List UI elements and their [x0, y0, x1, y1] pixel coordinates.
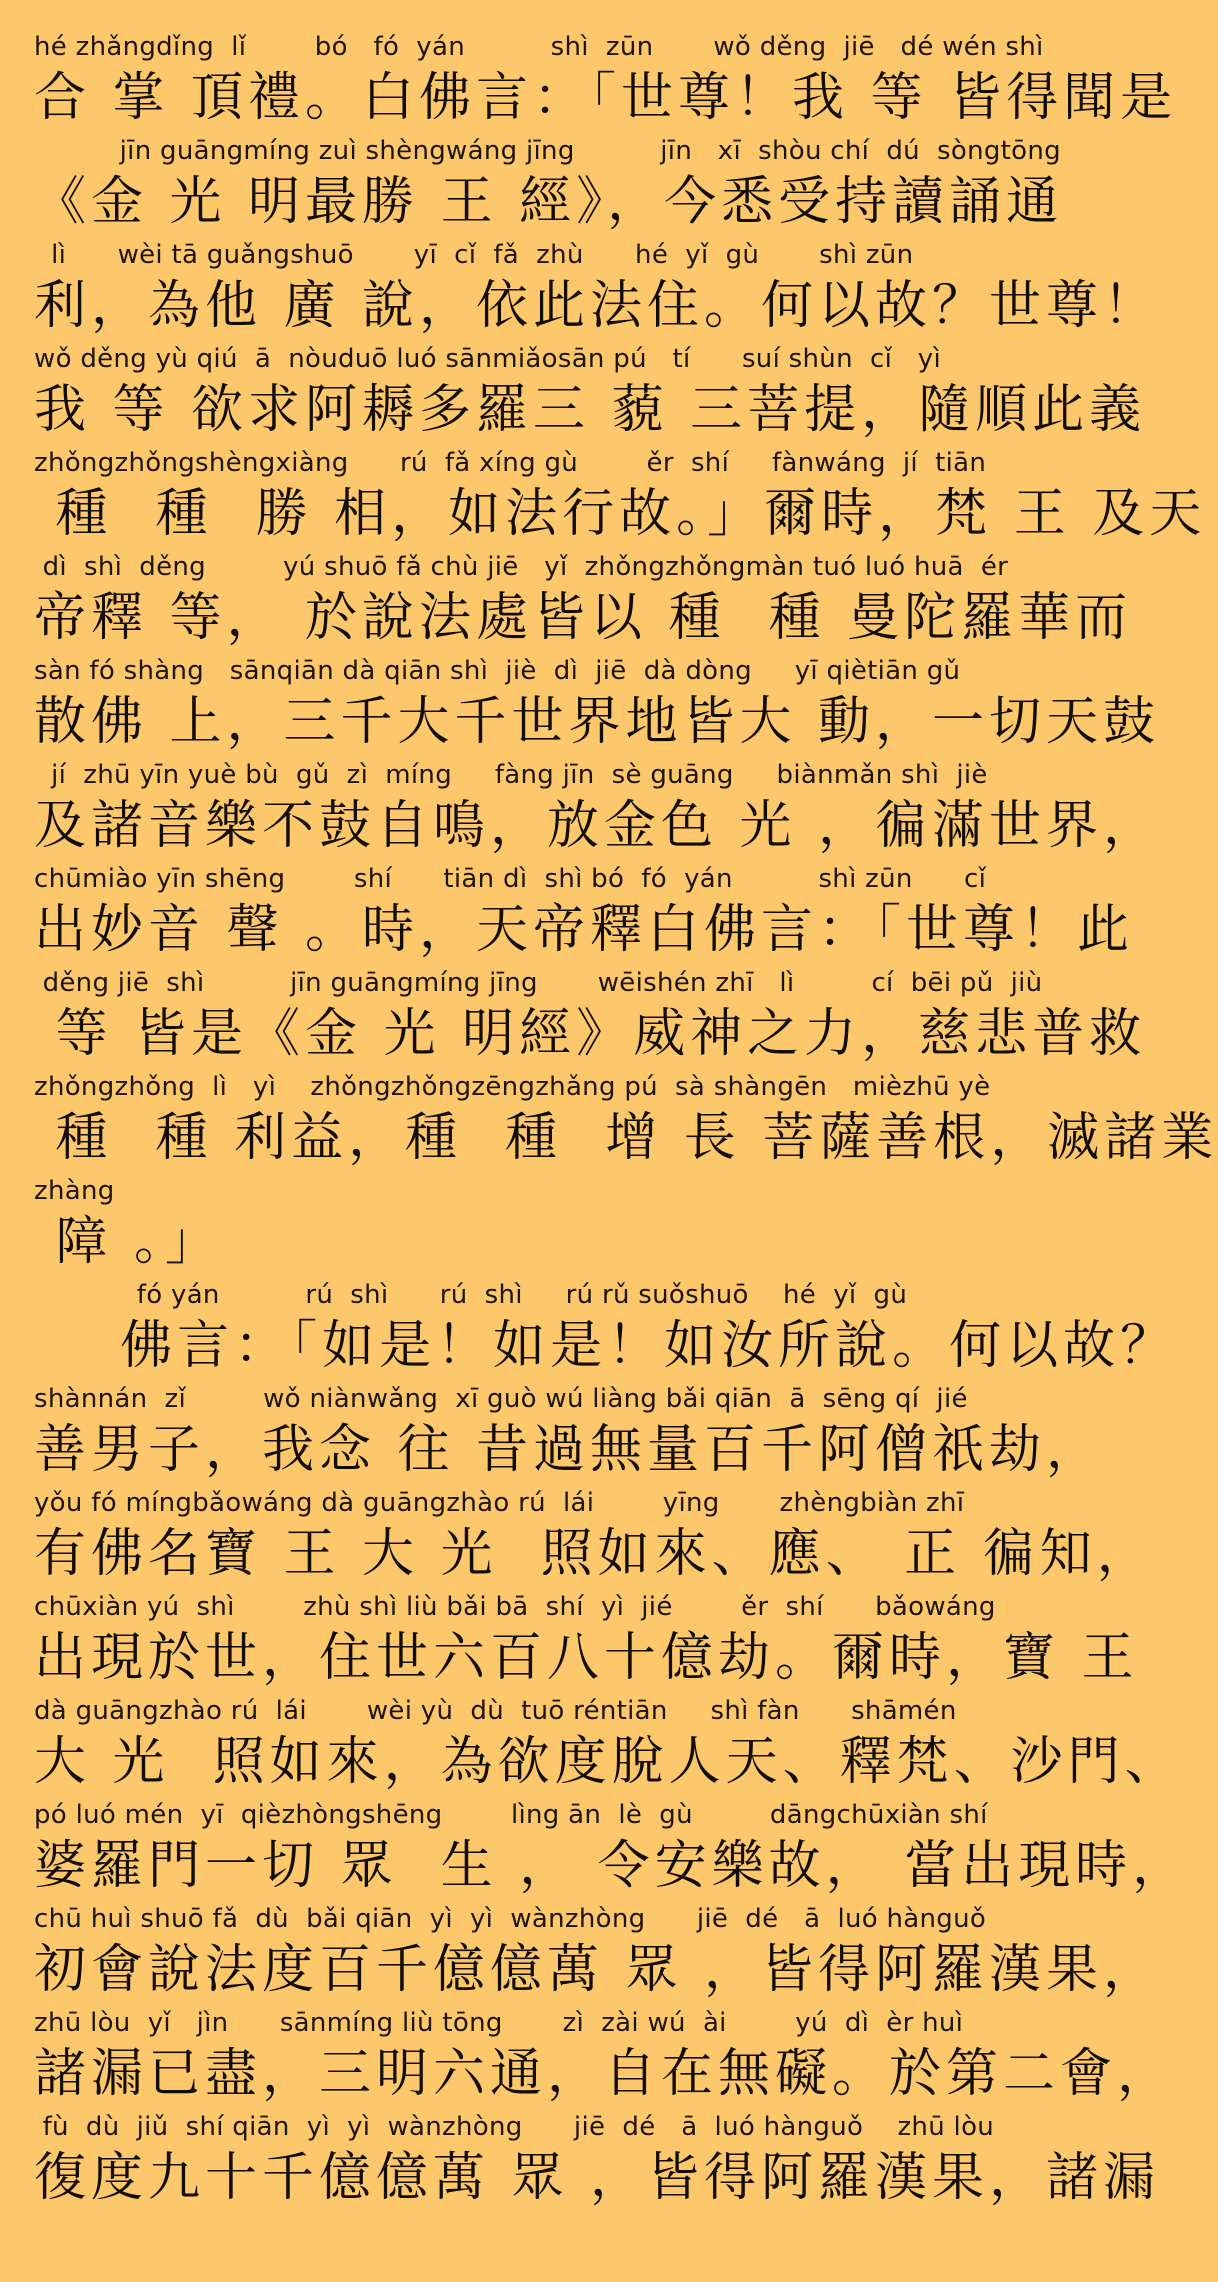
pinyin-annotation: shànnán zǐ wǒ niànwǎng xī guò wú liàng bǎi qiān ā sēng qí jié: [34, 1384, 968, 1414]
pinyin-annotation: zhǒngzhǒngshèngxiàng rú fǎ xíng gù ěr shí fànwáng jí tiān: [34, 448, 987, 478]
pinyin-annotation: zhàng: [34, 1176, 115, 1206]
pinyin-annotation: jí zhū yīn yuè bù gǔ zì míng fàng jīn sè guāng biànmǎn shì jiè: [34, 760, 988, 790]
pinyin-annotation: fó yán rú shì rú shì rú rǔ suǒshuō hé yǐ gù: [34, 1280, 908, 1310]
pinyin-annotation: pó luó mén yī qièzhòngshēng lìng ān lè gù dāngchūxiàn shí: [34, 1800, 988, 1830]
pinyin-annotation: chū huì shuō fǎ dù bǎi qiān yì yì wànzhòng jiē dé ā luó hànguǒ: [34, 1904, 987, 1934]
text-line-21: [34, 2108, 1161, 2212]
text-line-18: [34, 1796, 1190, 1900]
text-line-15: [34, 1484, 1154, 1588]
chinese-text: 《金 光 明最勝 王 經》，今悉受持讀誦通: [34, 172, 1064, 232]
text-line-14: [34, 1380, 1104, 1484]
pinyin-annotation: fù dù jiǔ shí qiān yì yì wànzhòng jiē dé ā luó hànguǒ zhū lòu: [34, 2112, 995, 2142]
pinyin-annotation: jīn guāngmíng zuì shèngwáng jīng jīn xī shòu chí dú sòngtōng: [34, 136, 1061, 166]
pinyin-annotation: hé zhǎngdǐng lǐ bó fó yán shì zūn wǒ děng jiē dé wén shì: [34, 32, 1044, 62]
text-line-4: [34, 340, 1147, 444]
chinese-text: 散佛 上，三千大千世界地皆大 動，一切天鼓: [34, 692, 1161, 752]
chinese-text: 種 種 勝 相，如法行故。」爾時，梵 王 及天: [34, 484, 1207, 544]
text-line-17: [34, 1692, 1182, 1796]
chinese-text: 障 。」: [34, 1212, 223, 1272]
text-line-20: [34, 2004, 1175, 2108]
text-line-5: [34, 444, 1207, 548]
chinese-text: 大 光 照如來，為欲度脫人天、釋梵、沙門、: [34, 1732, 1182, 1792]
pinyin-annotation: dì shì děng yú shuō fǎ chù jiē yǐ zhǒngzhǒngmàn tuó luó huā ér: [34, 552, 1009, 582]
pinyin-annotation: zhū lòu yǐ jìn sānmíng liù tōng zì zài wú ài yú dì èr huì: [34, 2008, 964, 2038]
chinese-text: 佛言：「如是！如是！如汝所說。何以故？: [34, 1316, 1178, 1376]
chinese-text: 帝釋 等， 於說法處皆以 種 種 曼陀羅華而: [34, 588, 1133, 648]
text-line-12: [34, 1172, 1046, 1276]
pinyin-annotation: wǒ děng yù qiú ā nòuduō luó sānmiǎosān pú tí suí shùn cǐ yì: [34, 344, 942, 374]
text-line-8: [34, 756, 1161, 860]
chinese-text: 利，為他 廣 說，依此法住。何以故？世尊！: [34, 276, 1161, 336]
chinese-text: 諸漏已盡，三明六通，自在無礙。於第二會，: [34, 2044, 1175, 2104]
pinyin-annotation: děng jiē shì jīn guāngmíng jīng wēishén zhī lì cí bēi pǔ jiù: [34, 968, 1043, 998]
text-line-7: [34, 652, 1161, 756]
text-line-6: [34, 548, 1133, 652]
text-line-13: [34, 1276, 1178, 1380]
chinese-text: 初會說法度百千億億萬 眾 ，皆得阿羅漢果，: [34, 1940, 1161, 2000]
text-line-1: [34, 28, 1178, 132]
text-line-2: [34, 132, 1064, 236]
pinyin-annotation: chūxiàn yú shì zhù shì liù bǎi bā shí yì jié ěr shí bǎowáng: [34, 1592, 996, 1622]
pinyin-annotation: sàn fó shàng sānqiān dà qiān shì jiè dì jiē dà dòng yī qiètiān gǔ: [34, 656, 961, 686]
text-line-19: [34, 1900, 1161, 2004]
chinese-text: 及諸音樂不鼓自鳴，放金色 光 ，徧滿世界，: [34, 796, 1161, 856]
pinyin-annotation: zhǒngzhǒng lì yì zhǒngzhǒngzēngzhǎng pú sà shàngēn mièzhū yè: [34, 1072, 991, 1102]
text-line-16: [34, 1588, 1139, 1692]
chinese-text: 合 掌 頂禮。白佛言：「世尊！我 等 皆得聞是: [34, 68, 1178, 128]
chinese-text: 復度九十千億億萬 眾 ，皆得阿羅漢果，諸漏: [34, 2148, 1161, 2208]
chinese-text: 婆羅門一切 眾 生 ， 令安樂故， 當出現時，: [34, 1836, 1190, 1896]
pinyin-annotation: chūmiào yīn shēng shí tiān dì shì bó fó yán shì zūn cǐ: [34, 864, 987, 894]
pinyin-annotation: lì wèi tā guǎngshuō yī cǐ fǎ zhù hé yǐ gù shì zūn: [34, 240, 914, 270]
text-line-11: [34, 1068, 1218, 1172]
chinese-text: 種 種 利益，種 種 增 長 菩薩善根，滅諸業: [34, 1108, 1218, 1168]
chinese-text: 善男子，我念 往 昔過無量百千阿僧祇劫，: [34, 1420, 1104, 1480]
chinese-text: 出妙音 聲 。時，天帝釋白佛言：「世尊！此: [34, 900, 1135, 960]
text-line-9: [34, 860, 1135, 964]
chinese-text: 有佛名寶 王 大 光 照如來、應、 正 徧知，: [34, 1524, 1154, 1584]
pinyin-annotation: dà guāngzhào rú lái wèi yù dù tuō réntiān shì fàn shāmén: [34, 1696, 957, 1726]
chinese-text: 出現於世，住世六百八十億劫。爾時，寶 王: [34, 1628, 1139, 1688]
text-line-3: [34, 236, 1161, 340]
text-line-10: [34, 964, 1147, 1068]
pinyin-annotation: yǒu fó míngbǎowáng dà guāngzhào rú lái yīng zhèngbiàn zhī: [34, 1488, 965, 1518]
chinese-text: 我 等 欲求阿耨多羅三 藐 三菩提，隨順此義: [34, 380, 1147, 440]
chinese-text: 等 皆是《金 光 明經》威神之力，慈悲普救: [34, 1004, 1147, 1064]
